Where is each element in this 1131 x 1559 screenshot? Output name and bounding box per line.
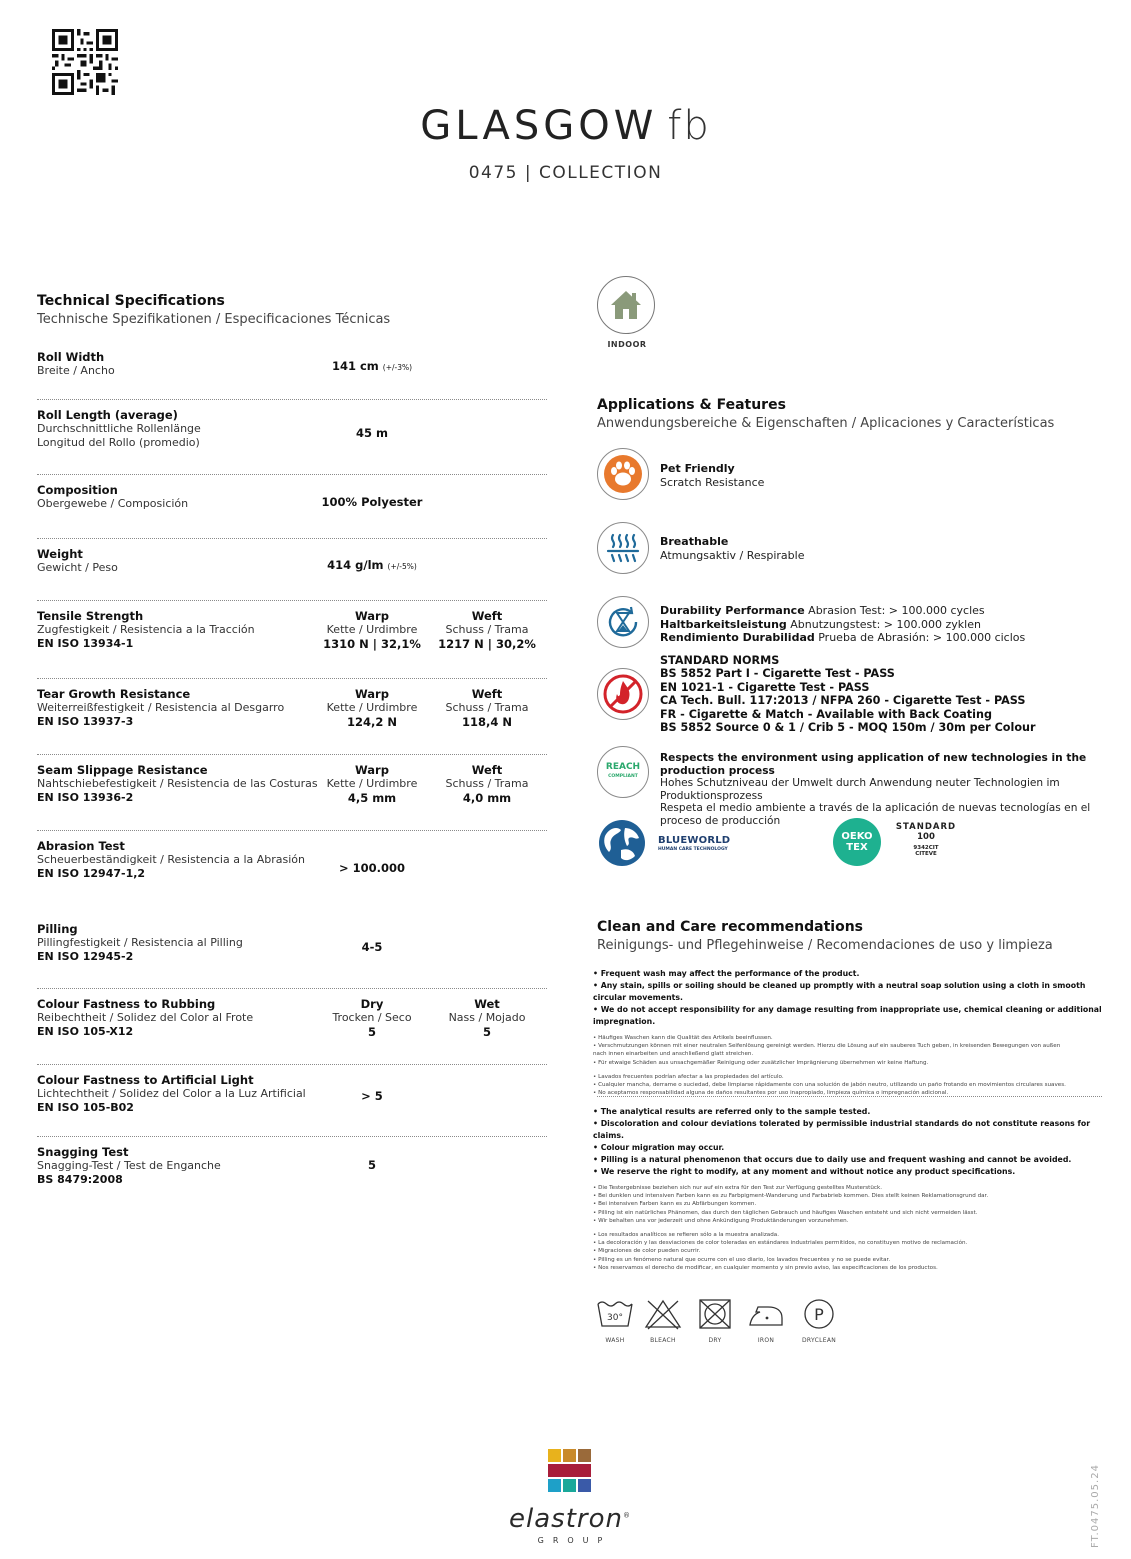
spec-standard: EN ISO 13937-3 — [37, 715, 134, 728]
iron-low-icon — [741, 1298, 791, 1344]
norm-line: EN 1021-1 - Cigarette Test - PASS — [660, 680, 870, 694]
care-line: • Colour migration may occur. — [593, 1143, 725, 1152]
spec-translation: Pillingfestigkeit / Resistencia al Pilling — [37, 936, 243, 949]
spec-standard: EN ISO 12945-2 — [37, 950, 134, 963]
reach-l3: Respeta el medio ambiente a través de la aplicación de nuevas tecnologías en el proceso de producción — [660, 802, 1091, 827]
spec-value-v: 5 — [482, 1025, 491, 1039]
tech-title: Technical Specifications — [37, 293, 225, 309]
care-line: • The analytical results are referred only to the sample tested. — [593, 1107, 871, 1116]
technical-specifications — [37, 293, 547, 1203]
care-line: • Los resultados analíticos se refieren sólo a la muestra analizada. — [593, 1232, 779, 1239]
dryclean-p-icon — [794, 1298, 844, 1344]
spec-name: Weight — [37, 547, 83, 561]
spec-label — [37, 997, 337, 1039]
title-block — [0, 103, 1131, 183]
care-line: • Cualquier mancha, derrame o suciedad, debe limpiarse rápidamente con una solución de jabón neutro, utilizando un paño frotando en movimientos circulares suaves. — [593, 1082, 1066, 1089]
spec-translation: Durchschnittliche Rollenlänge — [37, 422, 201, 435]
fire-prohibited-icon — [597, 668, 649, 720]
spec-value-v: 4,0 mm — [462, 791, 512, 805]
spec-value-text: 414 g/lm — [327, 558, 384, 572]
reach-badge: REACH — [605, 762, 641, 772]
oeko-tex-icon — [833, 818, 881, 866]
spec-label — [37, 609, 337, 651]
logo-tile — [578, 1449, 591, 1462]
care-line: • Häufiges Waschen kann die Qualität des Artikels beeinflussen. — [593, 1035, 773, 1041]
spec-value-s: Schuss / Trama — [445, 623, 529, 636]
spec-value-v: 118,4 N — [461, 715, 512, 729]
care-line: • No aceptamos responsabilidad alguna de daños resultantes por uso inapropiado, limpieza química o impregnación adicional. — [593, 1090, 949, 1097]
spec-value-text: 100% Polyester — [321, 495, 423, 509]
spec-value-v: 4,5 mm — [347, 791, 397, 805]
spec-value-weft — [432, 997, 542, 1039]
spec-value-v: 1310 N | 32,1% — [323, 637, 421, 651]
blueworld-name: BLUEWORLD — [658, 835, 731, 846]
dryclean-label: DRYCLEAN — [801, 1337, 837, 1344]
applications-title: Applications & Features — [597, 397, 786, 413]
care-line: • Pilling is a natural phenomenon that occurs due to daily use and frequent washing and cannot be avoided. — [593, 1155, 1072, 1164]
spec-row — [37, 475, 547, 539]
logo-tile — [548, 1479, 561, 1492]
oeko-num: 100 — [917, 832, 935, 842]
spec-value-h: Weft — [471, 609, 503, 623]
spec-value-v: 124,2 N — [346, 715, 397, 729]
spec-value-text: > 100.000 — [338, 861, 406, 875]
spec-name: Pilling — [37, 922, 78, 936]
logo-tile — [548, 1464, 591, 1477]
pet-title: Pet Friendly — [660, 462, 735, 475]
spec-row — [37, 1065, 547, 1137]
spec-value-s: Schuss / Trama — [445, 777, 529, 790]
spec-value-s: Trocken / Seco — [332, 1011, 412, 1024]
norm-line: FR - Cigarette & Match - Available with Back Coating — [660, 707, 992, 721]
globe-icon — [597, 818, 647, 868]
spec-row — [37, 400, 547, 475]
iron-label: IRON — [757, 1337, 775, 1344]
spec-translation: Longitud del Rollo (promedio) — [37, 436, 200, 449]
spec-value — [292, 1089, 452, 1103]
care-line: • Wir behalten uns vor jederzeit und ohne Ankündigung Produktänderungen vorzunehmen. — [593, 1217, 849, 1224]
tech-subtitle: Technische Spezifikationen / Especificaciones Técnicas — [37, 312, 391, 327]
spec-name: Roll Width — [37, 350, 105, 364]
applications-subtitle: Anwendungsbereiche & Eigenschaften / Aplicaciones y Características — [597, 416, 1055, 431]
spec-value-h: Warp — [355, 763, 389, 777]
breath-sub: Atmungsaktiv / Respirable — [660, 548, 805, 562]
spec-translation: Lichtechtheit / Solidez del Color a la Luz Artificial — [37, 1087, 306, 1100]
care-line: nach innen einarbeiten und anschließend glatt streichen. — [593, 1051, 754, 1058]
care-line: • Bei intensiven Farben kann es zu Abfärbungen kommen. — [593, 1201, 757, 1208]
spec-standard: EN ISO 105-X12 — [37, 1025, 134, 1038]
oeko-inst: CITEVE — [915, 851, 937, 857]
norm-line: CA Tech. Bull. 117:2013 / NFPA 260 - Cigarette Test - PASS — [660, 694, 1026, 708]
spec-translation: Weiterreißfestigkeit / Resistencia al Desgarro — [37, 701, 285, 714]
spec-value-s: Kette / Urdimbre — [326, 623, 418, 636]
care-line: • Lavados frecuentes podrían afectar a las propiedades del artículo. — [593, 1073, 784, 1080]
care-symbols — [590, 1298, 860, 1348]
blueworld-logo — [597, 818, 837, 870]
care-line: • Discoloration and colour deviations tolerated by permissible industrial standards do not constitute reasons for claims. — [593, 1119, 1091, 1140]
spec-name: Snagging Test — [37, 1145, 129, 1159]
product-suffix: fb — [667, 103, 711, 149]
spec-name: Colour Fastness to Rubbing — [37, 997, 216, 1011]
reach-l2: Hohes Schutzniveau der Umwelt durch Anwendung neuter Technologien im Produktionsprozess — [660, 777, 1060, 802]
spec-translation: Scheuerbeständigkeit / Resistencia a la Abrasión — [37, 853, 305, 866]
qr-code — [52, 29, 118, 95]
indoor-label: INDOOR — [607, 340, 647, 349]
care-divider — [597, 1096, 1102, 1097]
spec-translation: Obergewebe / Composición — [37, 497, 189, 510]
care-line: • Pilling ist ein natürliches Phänomen, das durch den täglichen Gebrauch und häufiges Waschen entsteht und sich nicht vermeiden lässt. — [593, 1209, 978, 1216]
spec-translation: Nahtschiebefestigkeit / Resistencia de las Costuras — [37, 777, 318, 790]
spec-value — [292, 495, 452, 509]
feature-breathable — [597, 522, 1107, 576]
oeko-l1: OEKO — [841, 831, 873, 842]
logo-tile — [548, 1449, 561, 1462]
pet-sub: Scratch Resistance — [660, 475, 765, 489]
spec-name: Roll Length (average) — [37, 408, 178, 422]
spec-value — [292, 1158, 452, 1172]
reach-badge-sub: COMPLIANT — [608, 774, 638, 779]
spec-row — [37, 914, 547, 989]
care-line: • Für etwaige Schäden aus unsachgemäßer Reinigung oder zusätzlicher Imprägnierung übernehmen wir keine Haftung. — [593, 1059, 929, 1066]
breathable-icon — [597, 522, 649, 574]
care-line: • Migraciones de color pueden ocurrir. — [593, 1248, 701, 1255]
spec-value-weft — [432, 609, 542, 651]
oeko-tex-logo — [833, 818, 993, 868]
logo-tile — [563, 1449, 576, 1462]
spec-value — [292, 359, 452, 373]
care-line: • Any stain, spills or soiling should be cleaned up promptly with a neutral soap solution using a cloth in smooth circular movements. — [593, 981, 1086, 1002]
spec-value-text: 45 m — [356, 426, 388, 440]
spec-value-text: > 5 — [361, 1089, 383, 1103]
spec-value-v: 1217 N | 30,2% — [438, 637, 536, 651]
spec-value-h: Dry — [360, 997, 384, 1011]
dur-l2-b: Haltbarkeitsleistung — [660, 617, 787, 631]
spec-standard: EN ISO 13936-2 — [37, 791, 134, 804]
oeko-l2: TEX — [846, 842, 868, 853]
care-block-2 — [593, 1106, 1108, 1272]
doc-ref-text: FT.0475.05.24 — [1090, 1464, 1101, 1548]
spec-value — [292, 861, 452, 875]
brand-name: elastron — [509, 1504, 623, 1534]
spec-name: Seam Slippage Resistance — [37, 763, 208, 777]
spec-value-note: (+/-3%) — [382, 363, 413, 372]
collection-subtitle: 0475 | COLLECTION — [468, 163, 663, 183]
hourglass-icon — [597, 596, 649, 648]
spec-value-weft — [432, 763, 542, 805]
spec-row — [37, 755, 547, 831]
spec-value-h: Wet — [474, 997, 500, 1011]
care-line: • Die Testergebnisse beziehen sich nur auf ein extra für den Test zur Verfügung gestelltes Musterstück. — [593, 1185, 882, 1191]
applications-header — [597, 397, 1107, 431]
dur-l2: Abnutzungstest: > 100.000 zyklen — [786, 617, 981, 631]
care-line: • Frequent wash may affect the performance of the product. — [593, 969, 860, 978]
logo-tile — [578, 1479, 591, 1492]
dur-l3-b: Rendimiento Durabilidad — [660, 631, 815, 644]
brand-reg: ® — [622, 1511, 631, 1520]
paw-icon — [597, 448, 649, 500]
care-line: • Bei dunklen und intensiven Farben kann es zu Farbpigment-Wanderung und Farbabrieb kommen. Dies stellt keinen Reklamationsgrund dar. — [593, 1193, 989, 1200]
document-reference — [1086, 1460, 1106, 1550]
blueworld-sub: HUMAN CARE TECHNOLOGY — [658, 847, 728, 852]
spec-standard: EN ISO 105-B02 — [37, 1101, 134, 1114]
house-icon — [597, 276, 655, 334]
wash-30-icon — [590, 1298, 640, 1344]
care-subtitle: Reinigungs- und Pflegehinweise / Recomendaciones de uso y limpieza — [597, 938, 1053, 953]
norm-line: STANDARD NORMS — [660, 654, 780, 667]
spec-label — [37, 687, 337, 729]
spec-label — [37, 763, 337, 805]
care-title: Clean and Care recommendations — [597, 919, 863, 935]
dur-l3: Prueba de Abrasión: > 100.000 ciclos — [814, 631, 1026, 644]
spec-value-warp — [317, 609, 427, 651]
care-line: • La decoloración y las desviaciones de color toleradas en estándares industriales permitidos, no constituyen motivo de reclamación. — [593, 1240, 968, 1247]
spec-value-s: Kette / Urdimbre — [326, 777, 418, 790]
spec-value-s: Nass / Mojado — [448, 1011, 526, 1024]
spec-value-weft — [432, 687, 542, 729]
spec-value-h: Warp — [355, 609, 389, 623]
feature-pet-friendly — [597, 448, 1107, 502]
spec-row — [37, 1137, 547, 1203]
dur-l1-b: Durability Performance — [660, 604, 805, 617]
spec-standard: BS 8479:2008 — [37, 1173, 123, 1186]
spec-value — [292, 558, 452, 572]
care-line: • We do not accept responsibility for any damage resulting from inappropriate use, chemical cleaning or additional impregnation. — [593, 1005, 1102, 1026]
oeko-cert: 9342CIT — [913, 845, 939, 851]
dry-label: DRY — [708, 1337, 722, 1344]
spec-translation: Breite / Ancho — [37, 364, 115, 377]
care-line: • Verschmutzungen können mit einer neutralen Seifenlösung gereinigt werden. Hierzu die Lösung auf ein sauberes Tuch geben, in kreisenden Bewegungen von außen — [593, 1043, 1061, 1050]
reach-compliant-icon — [597, 746, 649, 798]
spec-name: Tear Growth Resistance — [37, 687, 191, 701]
norm-line: BS 5852 Source 0 & 1 / Crib 5 - MOQ 150m / 30m per Colour — [660, 721, 1036, 735]
no-bleach-icon — [638, 1298, 688, 1344]
care-header — [597, 919, 1107, 953]
care-line: • Nos reservamos el derecho de modificar, en cualquier momento y sin previo aviso, las especificaciones de los productos. — [593, 1264, 938, 1271]
spec-value — [292, 940, 452, 954]
spec-value-warp — [317, 997, 427, 1039]
wash-temp: 30° — [607, 1313, 623, 1323]
product-title: GLASGOW — [420, 103, 658, 149]
spec-row — [37, 342, 547, 400]
spec-value — [292, 426, 452, 440]
no-tumble-dry-icon — [690, 1298, 740, 1344]
breath-title: Breathable — [660, 535, 729, 548]
spec-value-warp — [317, 763, 427, 805]
care-line: • Pilling es un fenómeno natural que ocurre con el uso diario, los lavados frecuentes y no se puede evitar. — [593, 1256, 891, 1263]
spec-translation: Gewicht / Peso — [37, 561, 118, 574]
spec-value-text: 4-5 — [361, 940, 383, 954]
feature-standard-norms — [597, 654, 1107, 735]
spec-translation: Reibechtheit / Solidez del Color al Frote — [37, 1011, 254, 1024]
elastron-logo — [490, 1448, 650, 1545]
logo-tile — [563, 1479, 576, 1492]
spec-name: Abrasion Test — [37, 839, 125, 853]
spec-row — [37, 601, 547, 679]
spec-row — [37, 679, 547, 755]
dur-l1: Abrasion Test: > 100.000 cycles — [804, 604, 985, 617]
spec-standard: EN ISO 12947-1,2 — [37, 867, 146, 880]
oeko-standard: STANDARD — [895, 822, 957, 832]
indoor-badge — [597, 276, 657, 349]
spec-value-text: 141 cm — [331, 359, 379, 373]
dryclean-letter: P — [814, 1305, 824, 1324]
brand-group: GROUP — [537, 1536, 612, 1545]
spec-translation: Snagging-Test / Test de Enganche — [37, 1159, 221, 1172]
elastron-mark-icon — [547, 1448, 593, 1494]
reach-l1: Respects the environment using application of new technologies in the production process — [660, 752, 1087, 777]
spec-value-warp — [317, 687, 427, 729]
feature-durability — [597, 596, 1107, 650]
spec-value-text: 5 — [367, 1158, 376, 1172]
norm-line: BS 5852 Part I - Cigarette Test - PASS — [660, 667, 895, 681]
spec-value-v: 5 — [367, 1025, 376, 1039]
spec-name: Tensile Strength — [37, 609, 144, 623]
spec-row — [37, 831, 547, 914]
spec-value-h: Weft — [471, 687, 503, 701]
spec-name: Composition — [37, 483, 118, 497]
spec-translation: Zugfestigkeit / Resistencia a la Tracción — [37, 623, 255, 636]
spec-value-s: Kette / Urdimbre — [326, 701, 418, 714]
spec-row — [37, 539, 547, 601]
spec-row — [37, 989, 547, 1065]
bleach-label: BLEACH — [650, 1337, 676, 1344]
care-block-1 — [593, 968, 1108, 1097]
spec-name: Colour Fastness to Artificial Light — [37, 1073, 254, 1087]
spec-standard: EN ISO 13934-1 — [37, 637, 134, 650]
spec-value-note: (+/-5%) — [387, 562, 417, 571]
spec-value-h: Warp — [355, 687, 389, 701]
spec-value-h: Weft — [471, 763, 503, 777]
care-line: • We reserve the right to modify, at any moment and without notice any product specifications. — [593, 1167, 1016, 1176]
wash-label: WASH — [605, 1337, 625, 1344]
spec-value-s: Schuss / Trama — [445, 701, 529, 714]
